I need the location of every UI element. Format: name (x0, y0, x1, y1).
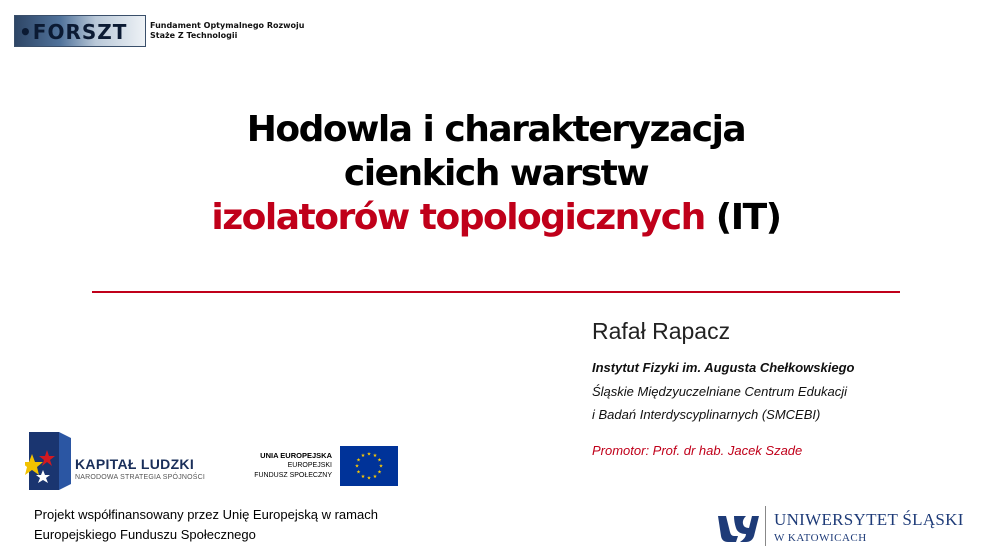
svg-text:★: ★ (356, 469, 361, 476)
kapital-ludzki-icon (25, 432, 73, 490)
slide-title (0, 108, 992, 240)
kapital-ludzki-subtitle: NARODOWA STRATEGIA SPÓJNOŚCI (75, 474, 206, 481)
university-emblem-icon (716, 506, 760, 546)
eu-line3: FUNDUSZ SPOŁECZNY (254, 472, 332, 479)
title-line1: Hodowla i charakteryzacja (246, 109, 746, 150)
svg-text:★: ★ (372, 474, 378, 480)
title-line3-red: izolatorów topologicznych (211, 197, 705, 238)
title-line3 (0, 196, 992, 240)
eu-stars-icon (340, 446, 398, 486)
center-name-line2: i Badań Interdyscyplinarnych (SMCEBI) (592, 407, 821, 422)
funding-footer (34, 505, 378, 545)
university-city: W KATOWICACH (774, 532, 867, 544)
institute-name: Instytut Fizyki im. Augusta Chełkowskiego (592, 360, 855, 375)
promotor: Promotor: Prof. dr hab. Jacek Szade (592, 443, 803, 458)
svg-text:★: ★ (378, 463, 384, 470)
svg-text:★: ★ (377, 469, 382, 476)
svg-text:★: ★ (372, 453, 378, 459)
svg-text:★: ★ (356, 457, 361, 464)
eu-title: UNIA EUROPEJSKA (260, 451, 332, 460)
uniwersytet-slaski-logo (716, 506, 964, 546)
forszt-logo-mark (14, 15, 146, 47)
title-line2: cienkich warstw (343, 153, 649, 194)
svg-text:★: ★ (360, 474, 366, 480)
kapital-ludzki-title: KAPITAŁ LUDZKI (75, 456, 195, 472)
eu-text (240, 451, 332, 481)
svg-text:★: ★ (366, 475, 372, 482)
svg-text:★: ★ (377, 457, 382, 464)
forszt-subtitle (150, 21, 304, 41)
university-divider (765, 506, 766, 546)
svg-text:★: ★ (366, 451, 372, 458)
footer-line2: Europejskiego Funduszu Społecznego (34, 527, 256, 542)
forszt-logo-word: •FORSZT (19, 20, 128, 44)
svg-text:★: ★ (360, 453, 366, 459)
center-name-line1: Śląskie Międzyuczelniane Centrum Edukacji (592, 384, 848, 399)
author-name: Rafał Rapacz (592, 318, 731, 344)
forszt-logo (14, 14, 304, 48)
title-line3-black: (IT) (704, 197, 781, 238)
svg-text:★: ★ (354, 463, 360, 470)
forszt-subtitle-line2: Staże Z Technologii (150, 31, 238, 40)
kapital-ludzki-logo (25, 432, 215, 490)
eu-flag-icon (340, 446, 398, 486)
university-name: UNIWERSYTET ŚLĄSKI (774, 510, 964, 529)
eu-line2: EUROPEJSKI (287, 462, 332, 469)
title-divider (92, 291, 900, 293)
kapital-ludzki-text (75, 456, 205, 481)
footer-line1: Projekt współfinansowany przez Unię Europejską w ramach (34, 507, 378, 522)
forszt-subtitle-line1: Fundament Optymalnego Rozwoju (150, 21, 305, 30)
